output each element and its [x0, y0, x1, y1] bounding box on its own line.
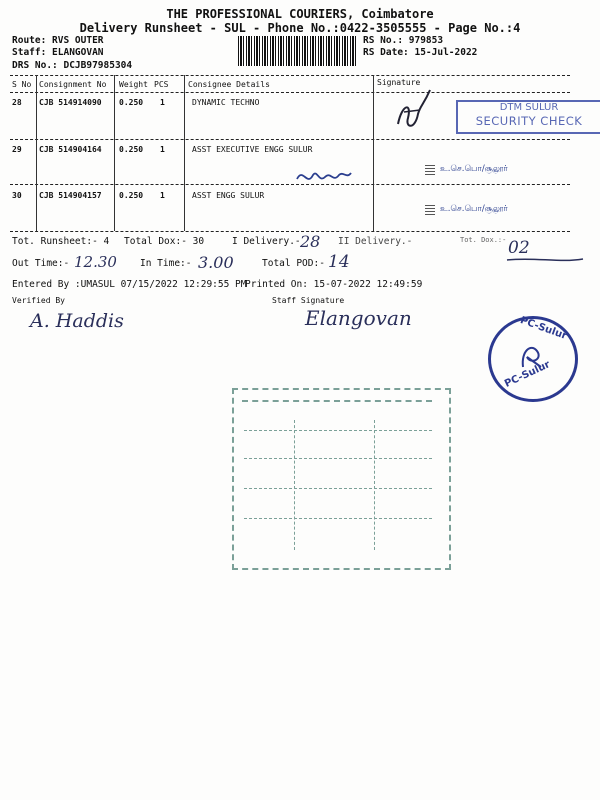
row-28-consignment: CJB 514914090 [39, 98, 102, 107]
security-stamp-line1: DTM SULUR [499, 102, 559, 113]
security-stamp-line2: SECURITY CHECK [475, 114, 583, 128]
ii-delivery-label: II Delivery.- [338, 236, 413, 247]
row-29-pcs: 1 [160, 145, 165, 154]
col-header-consignee: Consignee Details [188, 80, 270, 89]
stamp-line [244, 518, 432, 519]
row-28-sno: 28 [12, 98, 22, 107]
stamp-line [294, 420, 295, 550]
col-divider [184, 75, 185, 231]
route-label: Route: RVS OUTER [12, 35, 104, 46]
verified-by-label: Verified By [12, 296, 65, 305]
stamp-line [244, 488, 432, 489]
row-30-sno: 30 [12, 191, 22, 200]
barcode [238, 36, 358, 66]
out-time-label: Out Time:- [12, 258, 70, 269]
row-28-weight: 0.250 [119, 98, 144, 107]
col-header-weight: Weight [119, 80, 148, 89]
row-28-consignee: DYNAMIC TECHNO [192, 98, 260, 107]
staff-signature: Elangovan [305, 306, 412, 330]
col-header-sno: S No [12, 80, 32, 89]
faded-green-stamp [232, 388, 451, 570]
round-stamp-scribble [517, 341, 547, 371]
row-30-consignee: ASST ENGG SULUR [192, 191, 265, 200]
col-header-consignment: Consignment No [39, 80, 107, 89]
row-rule [10, 231, 570, 232]
row-29-consignee: ASST EXECUTIVE ENGG SULUR [192, 145, 313, 154]
col-header-signature: Signature [377, 78, 421, 87]
staff-label: Staff: ELANGOVAN [12, 47, 104, 58]
signature-row-28 [390, 84, 440, 136]
row-rule [10, 184, 570, 185]
out-time-value: 12.30 [74, 253, 117, 271]
col-divider [114, 75, 115, 231]
staff-signature-label: Staff Signature [272, 296, 345, 305]
col-divider [36, 75, 37, 231]
underline-stroke [505, 254, 585, 266]
runsheet-subtitle: Delivery Runsheet - SUL - Phone No.:0422-3505555 - Page No.:4 [79, 21, 521, 35]
tamil-seal-2: உ.செ.பொ/சூலூர் [440, 204, 508, 214]
i-delivery-label: I Delivery.- [232, 236, 301, 247]
i-delivery-value: 28 [300, 232, 321, 251]
round-stamp-bottom: PC-Sulur [502, 359, 552, 390]
tot-value: 02 [508, 238, 530, 258]
round-stamp-top: PC-Sulur [518, 314, 569, 343]
stamp-line [244, 458, 432, 459]
rs-date: RS Date: 15-Jul-2022 [363, 47, 478, 58]
pc-sulur-round-stamp [488, 316, 578, 402]
stamp-line [242, 400, 432, 410]
header-rule [10, 92, 570, 93]
drs-number: DRS No.: DCJB97985304 [12, 60, 133, 71]
table-top-rule [10, 75, 570, 76]
security-check-stamp [456, 100, 600, 134]
row-rule [10, 139, 570, 140]
entered-by: Entered By :UMASUL 07/15/2022 12:29:55 PM [12, 279, 247, 290]
row-29-weight: 0.250 [119, 145, 144, 154]
row-30-consignment: CJB 514904157 [39, 191, 102, 200]
row-29-consignment: CJB 514904164 [39, 145, 102, 154]
printed-on: Printed On: 15-07-2022 12:49:59 [245, 279, 423, 290]
tamil-seal-1: உ.செ.பொ/சூலூர் [440, 164, 508, 174]
in-time-value: 3.00 [198, 253, 234, 272]
row-30-weight: 0.250 [119, 191, 144, 200]
total-pod-label: Total POD:- [262, 258, 325, 269]
row-30-pcs: 1 [160, 191, 165, 200]
col-header-pcs: PCS [154, 80, 169, 89]
tot-label: Tot. Dox.:- [460, 236, 507, 244]
stamp-line [374, 420, 375, 550]
col-divider [373, 75, 374, 231]
row-28-pcs: 1 [160, 98, 165, 107]
signature-row-29 [295, 165, 353, 189]
total-dox: Total Dox:- 30 [124, 236, 205, 247]
verifier-signature: A. Haddis [30, 310, 124, 332]
total-pod-value: 14 [328, 252, 350, 272]
in-time-label: In Time:- [140, 258, 192, 269]
row-29-sno: 29 [12, 145, 22, 154]
company-title: THE PROFESSIONAL COURIERS, Coimbatore [166, 7, 434, 21]
seal-mark [425, 163, 435, 175]
stamp-line [244, 430, 432, 431]
seal-mark [425, 203, 435, 215]
rs-number: RS No.: 979853 [363, 35, 444, 46]
tot-runsheet: Tot. Runsheet:- 4 [12, 236, 110, 247]
